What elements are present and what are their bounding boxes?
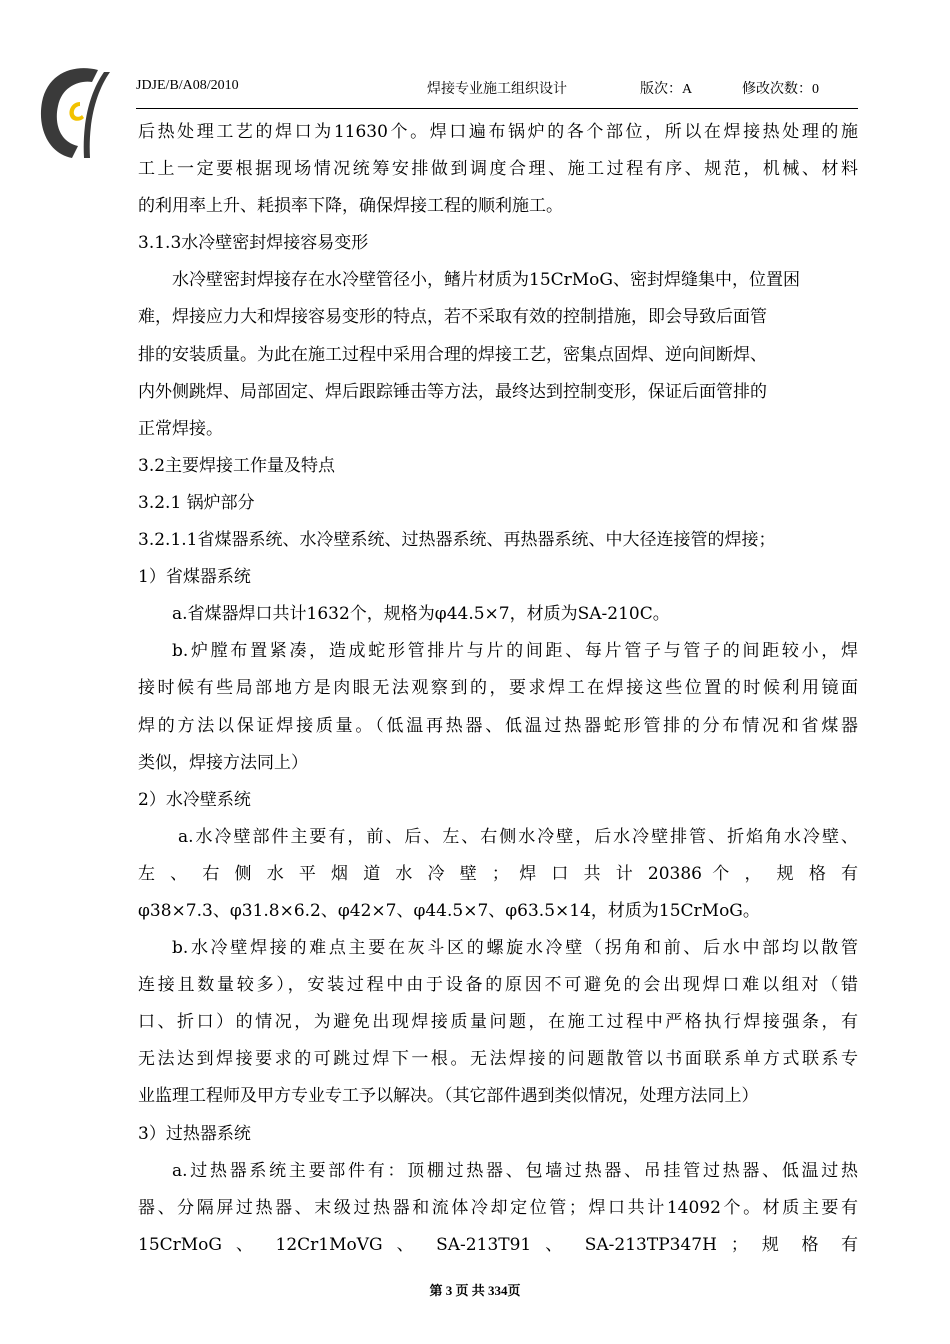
header-rule [136, 108, 858, 109]
paragraph-line: 左 、 右 侧 水 平 烟 道 水 冷 壁 ； 焊 口 共 计 20386 个 ， 规 格 有 [138, 863, 858, 884]
list-heading: 2）水冷壁系统 [138, 789, 251, 810]
paragraph-line: 后热处理工艺的焊口为11630个。焊口遍布锅炉的各个部位，所以在焊接热处理的施 [138, 122, 858, 142]
paragraph-line: 口、折口）的情况，为避免出现焊接质量问题，在施工过程中严格执行焊接强条，有 [138, 1012, 858, 1033]
paragraph-line: b.水冷壁焊接的难点主要在灰斗区的螺旋水冷壁（拐角和前、后水中部均以散管 [172, 938, 858, 959]
page-number: 第 3 页 共 334页 [429, 1283, 521, 1298]
section-heading: 3.1.3水冷壁密封焊接容易变形 [138, 233, 369, 254]
paragraph-line: 接时候有些局部地方是肉眼无法观察到的，要求焊工在焊接这些位置的时候利用镜面 [138, 678, 858, 699]
paragraph-line: b.炉膛布置紧凑，造成蛇形管排片与片的间距、每片管子与管子的间距较小，焊 [172, 641, 858, 662]
paragraph-line: 排的安装质量。为此在施工过程中采用合理的焊接工艺，密集点固焊、逆向间断焊、 [138, 344, 767, 365]
section-heading: 3.2.1.1省煤器系统、水冷壁系统、过热器系统、再热器系统、中大径连接管的焊接； [138, 530, 776, 551]
paragraph-line: 焊的方法以保证焊接质量。（低温再热器、低温过热器蛇形管排的分布情况和省煤器 [138, 715, 858, 736]
paragraph-line: 的利用率上升、耗损率下降，确保焊接工程的顺利施工。 [138, 196, 563, 217]
paragraph-line: 连接且数量较多），安装过程中由于设备的原因不可避免的会出现焊口难以组对（错 [138, 975, 858, 996]
paragraph-line: 无法达到焊接要求的可跳过焊下一根。无法焊接的问题散管以书面联系单方式联系专 [138, 1049, 858, 1070]
paragraph-line: a.过热器系统主要部件有：顶棚过热器、包墙过热器、吊挂管过热器、低温过热 [172, 1160, 858, 1181]
paragraph-line: 工上一定要根据现场情况统筹安排做到调度合理、施工过程有序、规范，机械、材料 [138, 159, 858, 180]
paragraph-line: 内外侧跳焊、局部固定、焊后跟踪锤击等方法，最终达到控制变形，保证后面管排的 [138, 381, 767, 402]
revision-label: 修改次数：0 [742, 82, 819, 97]
paragraph-line: 难，焊接应力大和焊接容易变形的特点，若不采取有效的控制措施，即会导致后面管 [138, 307, 767, 328]
doc-code: JDJE/B/A08/2010 [136, 78, 239, 93]
paragraph-line: 正常焊接。 [138, 418, 223, 439]
list-heading: 1）省煤器系统 [138, 567, 251, 588]
company-logo [30, 62, 112, 162]
section-heading: 3.2主要焊接工作量及特点 [138, 455, 336, 476]
paragraph-line: 类似，焊接方法同上） [138, 752, 308, 773]
list-heading: 3）过热器系统 [138, 1123, 251, 1144]
paragraph-line: 15CrMoG 、 12Cr1MoVG 、 SA-213T91 、 SA-213TP347H ； 规 格 有 [138, 1234, 858, 1255]
paragraph-line: 器、分隔屏过热器、末级过热器和流体冷却定位管；焊口共计14092个。材质主要有 [138, 1197, 858, 1218]
paragraph-line: 水冷壁密封焊接存在水冷壁管径小，鳍片材质为15CrMoG、密封焊缝集中，位置困 [172, 270, 800, 291]
paragraph-line: a.省煤器焊口共计1632个，规格为φ44.5×7，材质为SA-210C。 [172, 604, 670, 625]
logo-c-mark [69, 102, 84, 121]
document-body [138, 114, 858, 1264]
paragraph-line: a.水冷壁部件主要有，前、后、左、右侧水冷壁，后水冷壁排管、折焰角水冷壁、 [178, 826, 858, 847]
paragraph-line: 业监理工程师及甲方专业专工予以解决。（其它部件遇到类似情况，处理方法同上） [138, 1086, 759, 1107]
doc-title: 焊接专业施工组织设计 [427, 82, 567, 97]
section-heading: 3.2.1 锅炉部分 [138, 492, 255, 513]
logo-stripe [84, 72, 110, 158]
paragraph-line: φ38×7.3、φ31.8×6.2、φ42×7、φ44.5×7、φ63.5×14，材质为15CrMoG。 [138, 900, 760, 921]
version-label: 版次：A [640, 82, 693, 97]
